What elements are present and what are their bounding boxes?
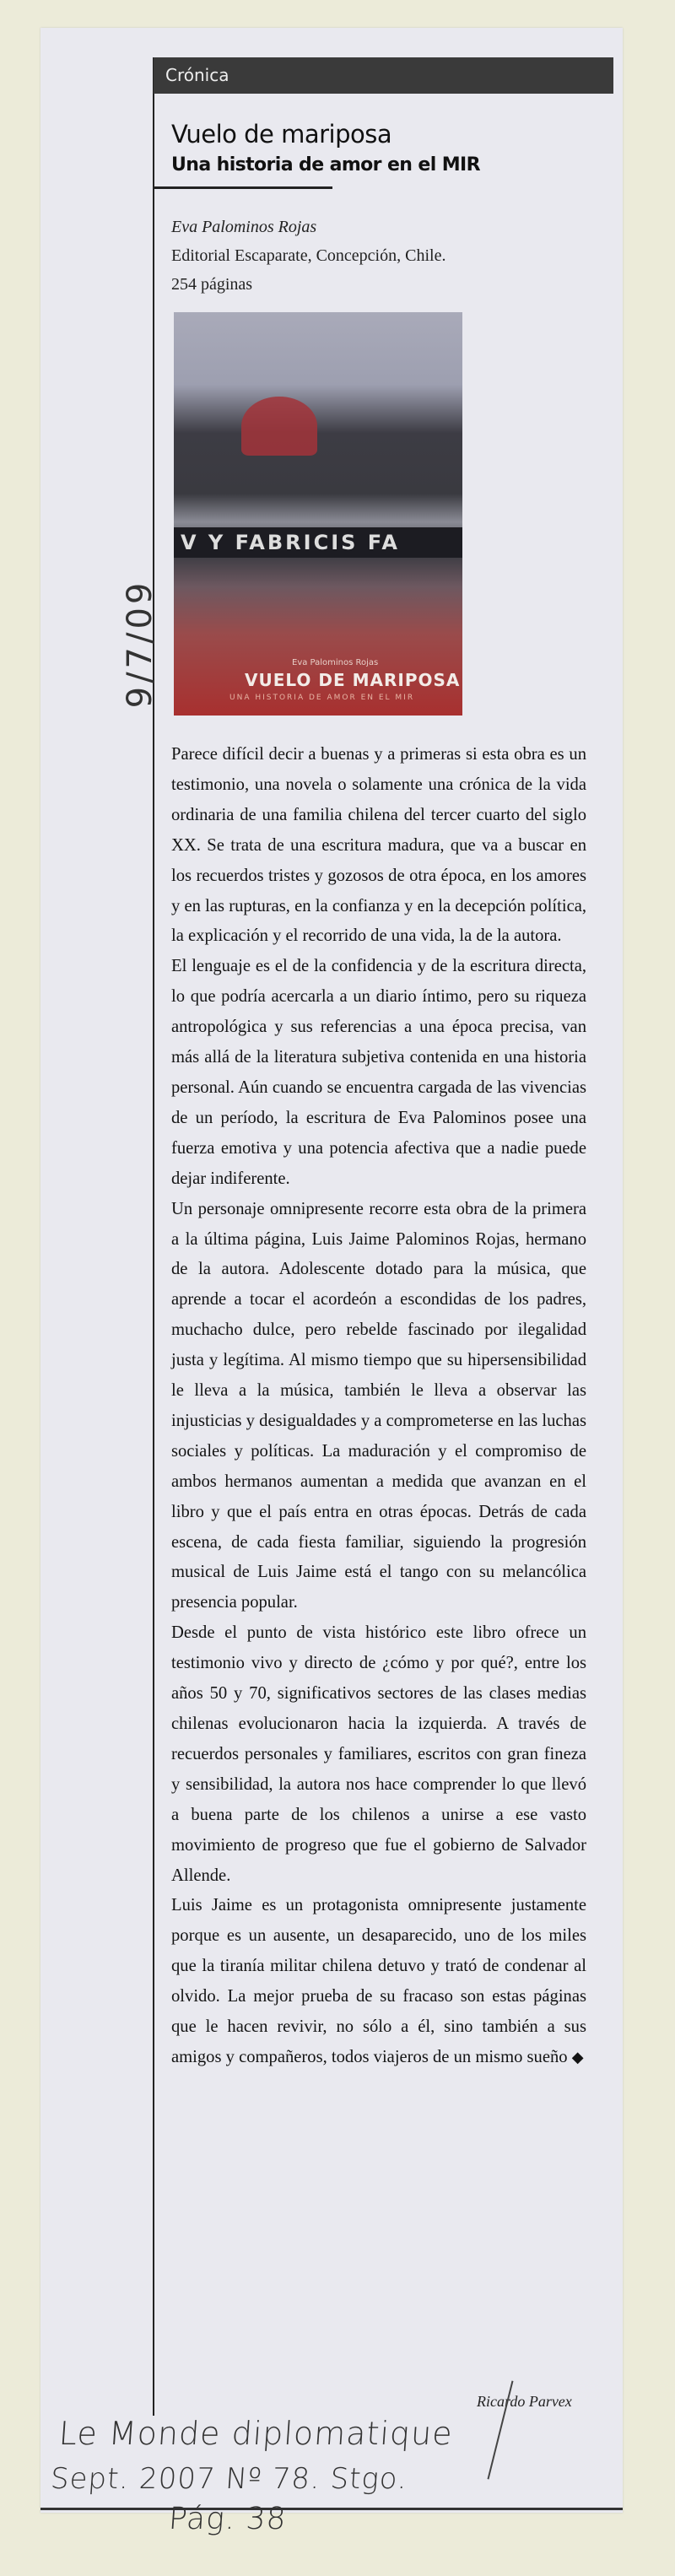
handwritten-page: Pág. 38 [167, 2502, 288, 2536]
cover-protest-banner: V Y FABRICIS FA [174, 527, 462, 558]
book-publisher: Editorial Escaparate, Concepción, Chile. [171, 246, 446, 265]
handwritten-side-date: 9/7/09 [121, 579, 159, 709]
cover-red-shape [241, 397, 317, 456]
article-body [171, 740, 586, 2073]
book-author: Eva Palominos Rojas [171, 218, 317, 236]
title-underline [154, 186, 332, 189]
paragraph: Parece difícil decir a buenas y a primeras si esta obra es un testimonio, una novela o solamente una crónica de la vida ordinaria de una familia chilena del tercer cuarto del siglo XX. Se trata de una escritura madura, que va a buscar en los recuerdos tristes y gozosos de otra época, en los amores y en las rupturas, en la confianza y en la decepción política, la explicación y el recorrido de una vida, la de la autora. [171, 745, 586, 946]
cover-title: VUELO DE MARIPOSA [245, 670, 461, 690]
article-title: Vuelo de mariposa [171, 120, 392, 149]
paragraph: Luis Jaime es un protagonista omnipresente justamente porque es un ausente, un desaparecido, uno de los miles que la tiranía militar chilena detuvo y trató de condenar al olvido. La mejor prueba de su fracaso son estas páginas que le hacen revivir, no sólo a él, sino también a sus amigos y compañeros, todos viajeros de un mismo sueño [171, 1896, 586, 2066]
section-header: Crónica [154, 57, 613, 94]
column-rule [153, 57, 154, 2416]
paragraph-last [171, 1891, 586, 2072]
handwritten-source: Le Monde diplomatique [57, 2415, 455, 2452]
book-cover-image [174, 312, 462, 716]
end-mark-icon: ◆ [571, 2048, 584, 2066]
cover-subtitle: UNA HISTORIA DE AMOR EN EL MIR [230, 694, 415, 702]
clipping-bottom-edge [40, 2508, 623, 2510]
cover-author: Eva Palominos Rojas [292, 658, 379, 667]
paragraph: Un personaje omnipresente recorre esta obra de la primera a la última página, Luis Jaime Palominos Rojas, hermano de la autora. Adolescente dotado para la música, que aprende a tocar el acordeón a escondidas de los padres, muchacho dulce, pero rebelde fascinado por ilegalidad justa y legítima. Al mismo tiempo que su hipersensibilidad le lleva a la música, también le lleva a observar las injusticias y desigualdades y a comprometerse en las luchas sociales y políticas. La maduración y el compromiso de ambos hermanos aumentan a medida que avanzan en el libro y que el país entra en otras épocas. Detrás de cada escena, de cada fiesta familiar, siguiendo la progresión musical de Luis Jaime está el tango con su melancólica presencia popular. [171, 1199, 586, 1612]
book-pages: 254 páginas [171, 275, 253, 294]
paragraph: Desde el punto de vista histórico este libro ofrece un testimonio vivo y directo de ¿cómo y por qué?, entre los años 50 y 70, significativos sectores de las clases medias chilenas evolucionaron hacia la izquierda. A través de recuerdos personales y familiares, escritos con gran fineza y sensibilidad, la autora nos hace comprender lo que llevó a buena parte de los chilenos a unirse a ese vasto movimiento de progreso que fue el gobierno de Salvador Allende. [171, 1623, 586, 1885]
author-signature: Ricardo Parvex [477, 2393, 572, 2410]
paragraph: El lenguaje es el de la confidencia y de la escritura directa, lo que podría acercarla a un diario íntimo, pero su riqueza antropológica y sus referencias a una época precisa, van más allá de la literatura subjetiva contenida en una historia personal. Aún cuando se encuentra cargada de las vivencias de un período, la escritura de Eva Palominos posee una fuerza emotiva y una potencia afectiva que a nadie puede dejar indiferente. [171, 957, 586, 1188]
article-subtitle: Una historia de amor en el MIR [171, 154, 480, 176]
handwritten-date-issue: Sept. 2007 Nº 78. Stgo. [49, 2462, 409, 2496]
